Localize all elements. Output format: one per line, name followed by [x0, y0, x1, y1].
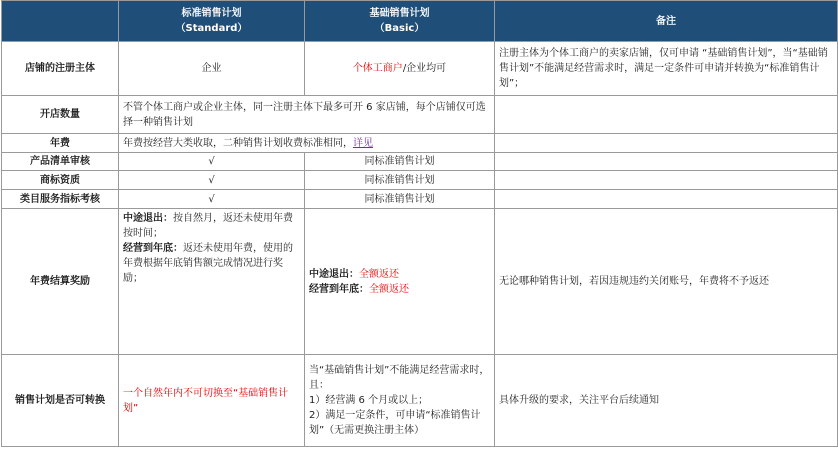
- fee-settlement-standard-midway-text: 按自然月，返还未使用年费按时间；: [123, 213, 293, 239]
- fee-settlement-notes-cell: 无论哪种销售计划，若因违规违约关闭账号，年费将不予返还: [495, 209, 838, 355]
- row-label-store-count: 开店数量: [2, 96, 119, 134]
- store-count-notes-cell: [495, 96, 838, 134]
- table-row-registration: [2, 42, 838, 96]
- plan-switch-basic-line-3: 2）满足一定条件，可申请“标准销售计划”（无需更换注册主体）: [309, 410, 481, 436]
- header-row: [2, 1, 838, 42]
- header-standard-title: 标准销售计划: [181, 8, 242, 19]
- table-row-store-count: [2, 96, 838, 134]
- header-standard-subtitle: （Standard）: [175, 23, 248, 34]
- registration-notes-cell: 注册主体为个体工商户的卖家店铺，仅可申请 “基础销售计划”，当“基础销售计划”不能满足经营需求时，满足一定条件可申请并转换为“标准销售计划”；: [495, 42, 838, 96]
- registration-basic-highlight: 个体工商户: [352, 63, 403, 74]
- row-label-annual-fee: 年费: [2, 134, 119, 153]
- header-standard-plan: [119, 1, 305, 42]
- annual-fee-details-link[interactable]: 详见: [353, 137, 373, 149]
- fee-settlement-basic-cell: [305, 209, 495, 355]
- header-basic-subtitle: （Basic）: [374, 23, 425, 34]
- fee-settlement-standard-midway: [123, 211, 300, 241]
- table-row-trademark: [2, 171, 838, 190]
- fee-settlement-basic-midway-label: 中途退出：: [309, 268, 359, 280]
- registration-basic-rest: /企业均可: [402, 63, 447, 74]
- row-label-category-service: 类目服务指标考核: [2, 190, 119, 209]
- plan-switch-basic-cell: [305, 355, 495, 447]
- sales-plan-comparison-table: [1, 0, 838, 447]
- category-service-standard-check: √: [119, 190, 305, 209]
- trademark-basic-cell: 同标准销售计划: [305, 171, 495, 190]
- row-label-trademark: 商标资质: [2, 171, 119, 190]
- fee-settlement-standard-yearend-text: 返还未使用年费，使用的年费根据年底销售额完成情况进行奖励；: [123, 243, 293, 284]
- product-review-notes-cell: [495, 153, 838, 171]
- plan-switch-basic-line-1: 当“基础销售计划”不能满足经营需求时，且：: [309, 365, 490, 391]
- table-row-product-review: [2, 153, 838, 171]
- plan-switch-notes-cell: 具体升级的要求，关注平台后续通知: [495, 355, 838, 447]
- header-notes: 备注: [495, 1, 838, 42]
- fee-settlement-basic-yearend: [309, 282, 490, 297]
- row-label-registration: 店铺的注册主体: [2, 42, 119, 96]
- trademark-notes-cell: [495, 171, 838, 190]
- category-service-notes-cell: [495, 190, 838, 209]
- fee-settlement-standard-yearend: [123, 241, 300, 286]
- fee-settlement-standard-yearend-label: 经营到年底：: [123, 243, 183, 254]
- header-basic-plan: [305, 1, 495, 42]
- fee-settlement-basic-yearend-label: 经营到年底：: [309, 283, 369, 295]
- table-row-category-service: [2, 190, 838, 209]
- registration-standard-cell: 企业: [119, 42, 305, 96]
- plan-switch-basic-line-2: 1）经营满 6 个月或以上；: [309, 395, 429, 406]
- fee-settlement-standard-cell: [119, 209, 305, 355]
- fee-settlement-basic-midway-value: 全额返还: [359, 268, 399, 280]
- plan-switch-standard-cell: 一个自然年内不可切换至“基础销售计划”: [119, 355, 305, 447]
- product-review-basic-cell: 同标准销售计划: [305, 153, 495, 171]
- category-service-basic-cell: 同标准销售计划: [305, 190, 495, 209]
- fee-settlement-basic-midway: [309, 267, 490, 282]
- table-row-fee-settlement: [2, 209, 838, 355]
- header-blank-cell: [2, 1, 119, 42]
- annual-fee-cell: [119, 134, 495, 153]
- store-count-cell: 不管个体工商户或企业主体，同一注册主体下最多可开 6 家店铺，每个店铺仅可选择一种销售计划: [119, 96, 495, 134]
- table-row-annual-fee: [2, 134, 838, 153]
- fee-settlement-basic-yearend-value: 全额返还: [369, 283, 409, 295]
- trademark-standard-check: √: [119, 171, 305, 190]
- annual-fee-text: 年费按经营大类收取，二种销售计划收费标准相同，: [123, 137, 353, 149]
- row-label-fee-settlement: 年费结算奖励: [2, 209, 119, 355]
- row-label-plan-switch: 销售计划是否可转换: [2, 355, 119, 447]
- product-review-standard-check: √: [119, 153, 305, 171]
- fee-settlement-standard-midway-label: 中途退出：: [123, 213, 173, 224]
- registration-basic-cell: [305, 42, 495, 96]
- table-row-plan-switch: [2, 355, 838, 447]
- annual-fee-notes-cell: [495, 134, 838, 153]
- header-basic-title: 基础销售计划: [369, 8, 430, 19]
- row-label-product-review: 产品清单审核: [2, 153, 119, 171]
